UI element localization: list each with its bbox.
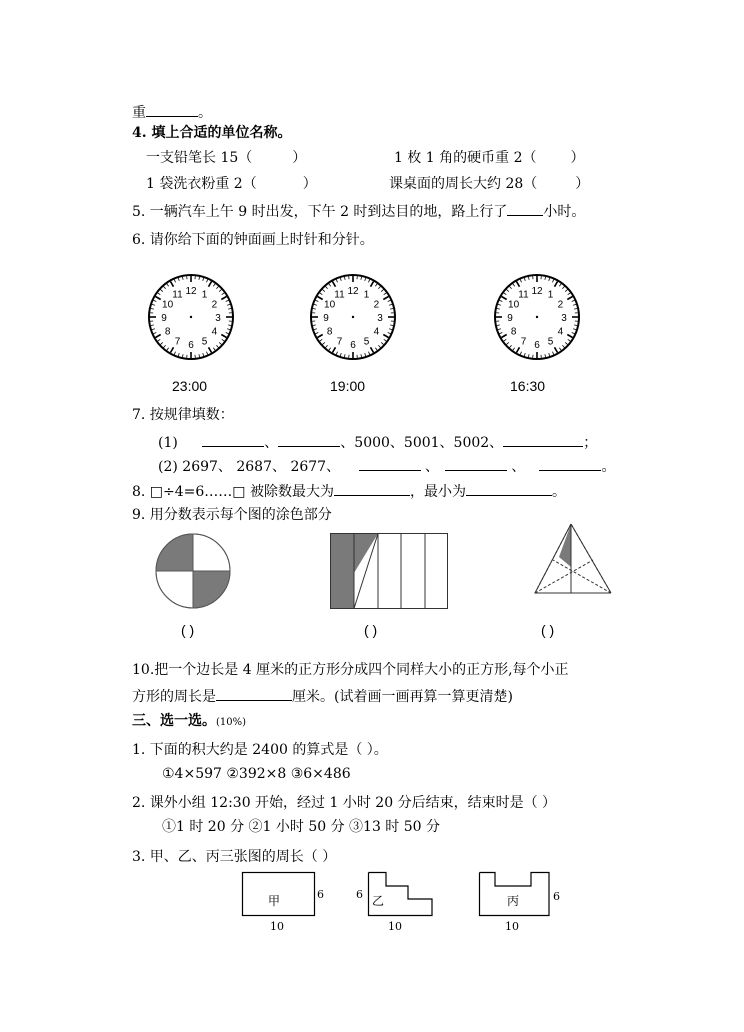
clock-number: 9 bbox=[323, 313, 329, 324]
figure-jia bbox=[240, 870, 360, 940]
q8-end: 。 bbox=[552, 484, 566, 500]
answer-blank[interactable] bbox=[359, 456, 421, 471]
q7-row-2: (2) 2697、 2687、 2677、 、 、 。 bbox=[158, 456, 615, 476]
figure-bing-base: 10 bbox=[505, 920, 519, 933]
answer-blank[interactable] bbox=[466, 481, 552, 496]
clock-number: 11 bbox=[334, 289, 345, 301]
figure-yi-base: 10 bbox=[388, 920, 402, 933]
clock-number: 2 bbox=[373, 299, 380, 311]
clock-number: 10 bbox=[162, 299, 174, 311]
clock-number: 8 bbox=[326, 326, 333, 338]
clock-number: 4 bbox=[211, 326, 218, 338]
question-6: 6. 请你给下面的钟面画上时针和分针。 bbox=[132, 232, 374, 248]
clock-label-2: 19:00 bbox=[330, 378, 366, 394]
clock-number: 7 bbox=[174, 336, 181, 348]
q4-item-pencil bbox=[146, 149, 306, 167]
figure-bing bbox=[477, 870, 577, 940]
answer-blank[interactable] bbox=[146, 102, 198, 117]
clock-number: 2 bbox=[557, 299, 564, 311]
answer-blank[interactable] bbox=[278, 432, 340, 447]
clock-number: 6 bbox=[534, 340, 540, 351]
prev-question-tail bbox=[132, 102, 212, 122]
q5-text: 5. 一辆汽车上午 9 时出发，下午 2 时到达目的地，路上行了 bbox=[132, 204, 508, 220]
clock-number: 12 bbox=[531, 286, 543, 297]
q4-item-coin bbox=[394, 149, 585, 167]
clock-number: 3 bbox=[561, 313, 567, 324]
clock-number: 7 bbox=[336, 336, 343, 348]
clock-number: 1 bbox=[201, 289, 208, 301]
q7-row-1: (1) 、 、5000、5001、5002、 ； bbox=[158, 432, 597, 452]
answer-blank[interactable] bbox=[445, 456, 507, 471]
text-zhong: 重 bbox=[132, 105, 146, 121]
clock-number: 10 bbox=[508, 299, 520, 311]
clock-number: 3 bbox=[215, 313, 221, 324]
clock-number: 6 bbox=[350, 340, 356, 351]
q7-2-end: 。 bbox=[601, 459, 616, 475]
q4-coin-text: 1 枚 1 角的硬币重 2（ bbox=[394, 150, 537, 166]
clock-number: 9 bbox=[161, 313, 167, 324]
choice-question-2: 2. 课外小组 12:30 开始，经过 1 小时 20 分后结束，结束时是（ ） bbox=[132, 795, 557, 811]
clock-center bbox=[352, 316, 354, 318]
figure-yi-side: 6 bbox=[356, 888, 363, 901]
q4-detergent-close: ） bbox=[302, 176, 317, 192]
fraction-answer-1[interactable]: ( ) bbox=[181, 622, 195, 638]
figure-yi-label: 乙 bbox=[372, 894, 385, 908]
q7-1-sequence: 、5000、5001、5002、 bbox=[340, 435, 504, 451]
q4-pencil-text: 一支铅笔长 15（ bbox=[146, 150, 253, 166]
question-10-line-2 bbox=[132, 686, 513, 706]
clock-number: 5 bbox=[201, 336, 208, 348]
q10-text: 方形的周长是 bbox=[132, 689, 216, 705]
clock-face-3[interactable] bbox=[492, 272, 582, 362]
clock-number: 12 bbox=[347, 286, 359, 297]
triangle-figure bbox=[533, 522, 613, 598]
q8-text: 8. □÷4=6……□ 被除数最大为 bbox=[132, 484, 334, 500]
figure-jia-base: 10 bbox=[270, 920, 284, 933]
clock-number: 10 bbox=[324, 299, 336, 311]
clock-number: 2 bbox=[211, 299, 218, 311]
figure-bing-side: 6 bbox=[553, 890, 560, 903]
section-3-percent: (10%) bbox=[216, 717, 247, 728]
clock-number: 8 bbox=[164, 326, 171, 338]
question-10-line-1: 10.把一个边长是 4 厘米的正方形分成四个同样大小的正方形,每个小正 bbox=[132, 662, 569, 678]
question-7: 7. 按规律填数： bbox=[132, 407, 234, 423]
q7-1-num: (1) bbox=[158, 435, 178, 451]
q4-item-detergent bbox=[146, 175, 317, 193]
question-5 bbox=[132, 201, 585, 221]
clock-face-2[interactable] bbox=[308, 272, 398, 362]
fraction-answer-3[interactable]: ( ) bbox=[541, 622, 555, 638]
question-4-title: 4. 填上合适的单位名称。 bbox=[132, 125, 292, 141]
q4-desk-text: 课桌面的周长大约 28（ bbox=[389, 176, 538, 192]
q4-item-desk bbox=[389, 175, 589, 193]
clock-center bbox=[190, 316, 192, 318]
q4-coin-close: ） bbox=[570, 150, 585, 166]
answer-blank[interactable] bbox=[503, 432, 583, 447]
clock-number: 9 bbox=[507, 313, 513, 324]
figure-bing-label: 丙 bbox=[507, 894, 520, 908]
answer-blank[interactable] bbox=[216, 686, 292, 701]
answer-blank[interactable] bbox=[507, 201, 543, 216]
clock-label-1: 23:00 bbox=[172, 378, 208, 394]
q4-pencil-close: ） bbox=[292, 150, 307, 166]
q5-unit: 小时。 bbox=[543, 204, 586, 220]
choice-question-1-options[interactable]: ①4×597 ②392×8 ③6×486 bbox=[162, 766, 351, 782]
figure-jia-label: 甲 bbox=[268, 894, 281, 908]
q7-1-end: ； bbox=[583, 435, 598, 451]
clock-number: 8 bbox=[510, 326, 517, 338]
clock-number: 6 bbox=[188, 340, 194, 351]
clock-number: 1 bbox=[547, 289, 554, 301]
answer-blank[interactable] bbox=[539, 456, 601, 471]
clock-number: 5 bbox=[363, 336, 370, 348]
choice-question-3: 3. 甲、乙、丙三张图的周长（ ） bbox=[132, 849, 337, 865]
clock-label-3: 16:30 bbox=[510, 378, 546, 394]
circle-quarters-figure bbox=[155, 533, 231, 609]
section-3-title bbox=[132, 712, 246, 732]
text-period: 。 bbox=[198, 105, 212, 121]
answer-blank[interactable] bbox=[202, 432, 264, 447]
choice-question-1: 1. 下面的积大约是 2400 的算式是（ ）。 bbox=[132, 742, 388, 758]
clock-center bbox=[536, 316, 538, 318]
clock-number: 4 bbox=[557, 326, 564, 338]
clock-number: 3 bbox=[377, 313, 383, 324]
q4-detergent-text: 1 袋洗衣粉重 2（ bbox=[146, 176, 257, 192]
clock-number: 11 bbox=[518, 289, 529, 301]
choice-question-2-options[interactable]: ①1 时 20 分 ②1 小时 50 分 ③13 时 50 分 bbox=[162, 819, 441, 835]
clock-number: 11 bbox=[172, 289, 183, 301]
q10-unit: 厘米。(试着画一画再算一算更清楚) bbox=[292, 689, 513, 705]
question-9: 9. 用分数表示每个图的涂色部分 bbox=[132, 507, 332, 523]
clock-number: 4 bbox=[373, 326, 380, 338]
clock-number: 5 bbox=[547, 336, 554, 348]
section-3-heading: 三、选一选。 bbox=[132, 713, 216, 729]
clock-face-1[interactable] bbox=[146, 272, 236, 362]
fraction-answer-2[interactable]: ( ) bbox=[364, 622, 378, 638]
clock-number: 1 bbox=[363, 289, 370, 301]
q8-min-text: ，最小为 bbox=[410, 484, 466, 500]
q4-desk-close: ） bbox=[575, 176, 590, 192]
question-8 bbox=[132, 481, 566, 501]
clock-number: 7 bbox=[520, 336, 527, 348]
rectangle-strips-figure bbox=[330, 533, 448, 609]
answer-blank[interactable] bbox=[334, 481, 410, 496]
clock-number: 12 bbox=[185, 286, 197, 297]
q7-2-sequence: (2) 2697、 2687、 2677、 bbox=[158, 459, 341, 475]
figure-jia-side: 6 bbox=[317, 888, 324, 901]
